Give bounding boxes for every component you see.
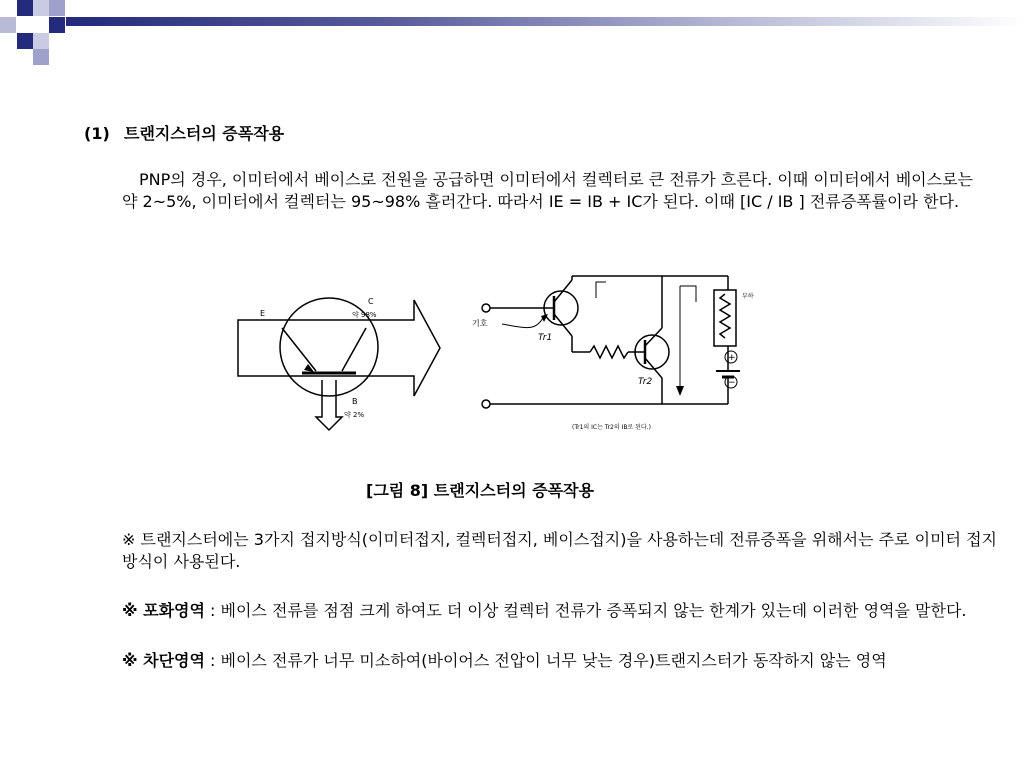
two-transistor-circuit — [466, 268, 778, 440]
deco-square — [49, 0, 65, 16]
deco-square — [33, 33, 49, 49]
circuit-footnote: (Tr1의 IC는 Tr2의 IB로 된다.) — [572, 424, 651, 431]
label-load: 부하 — [742, 293, 754, 300]
label-b-pct: 약 2% — [344, 411, 365, 419]
section-number: (1) — [84, 124, 110, 143]
definition-cutoff — [122, 650, 1002, 672]
deco-square — [17, 17, 33, 33]
section-heading — [84, 123, 284, 145]
label-c-pct: 약 98% — [352, 311, 377, 319]
header-decoration — [0, 0, 1024, 64]
label-c: C — [368, 297, 374, 306]
definition-term: ※ 차단영역 — [122, 651, 205, 670]
deco-square — [17, 33, 33, 49]
header-gradient-bar — [66, 17, 1024, 26]
definition-desc: : 베이스 전류를 점점 크게 하여도 더 이상 컬렉터 전류가 증폭되지 않는 한계가 있는데 이러한 영역을 말한다. — [204, 601, 967, 620]
definition-term: ※ 포화영역 — [122, 601, 205, 620]
label-tr2: Tr2 — [638, 377, 653, 387]
body-paragraph: PNP의 경우, 이미터에서 베이스로 전원을 공급하면 이미터에서 컬렉터로 큰 전류가 흐른다. 이때 이미터에서 베이스로는 약 2~5%, 이미터에서 컬렉터는 95~98% 흘러간다. 따라서 IE = IB + IC가 된다. 이때 [IC / IB ] 전류증폭률이라 한다. — [122, 170, 973, 211]
deco-square — [33, 49, 49, 65]
deco-square — [49, 17, 65, 33]
definition-saturation — [122, 600, 1002, 622]
figure-caption: [그림 8] 트랜지스터의 증폭작용 — [366, 481, 594, 500]
plus-sign: + — [728, 353, 736, 363]
deco-square — [0, 17, 16, 33]
transistor-arrow-diagram — [232, 292, 444, 432]
label-e: E — [260, 309, 266, 318]
label-tr1: Tr1 — [538, 333, 553, 343]
deco-square — [17, 0, 33, 16]
label-b: B — [352, 397, 358, 406]
definition-desc: : 베이스 전류가 너무 미소하여(바이어스 전압이 너무 낮는 경우)트랜지스터가 동작하지 않는 영역 — [204, 651, 887, 670]
section-title: 트랜지스터의 증폭작용 — [124, 124, 285, 143]
deco-square — [33, 0, 49, 16]
minus-sign: − — [728, 378, 736, 388]
grounding-note: ※ 트랜지스터에는 3가지 접지방식(이미터접지, 컬렉터접지, 베이스접지)을 사용하는데 전류증폭을 위해서는 주로 이미터 접지방식이 사용된다. — [122, 530, 997, 571]
label-input: 기호 — [472, 319, 488, 328]
